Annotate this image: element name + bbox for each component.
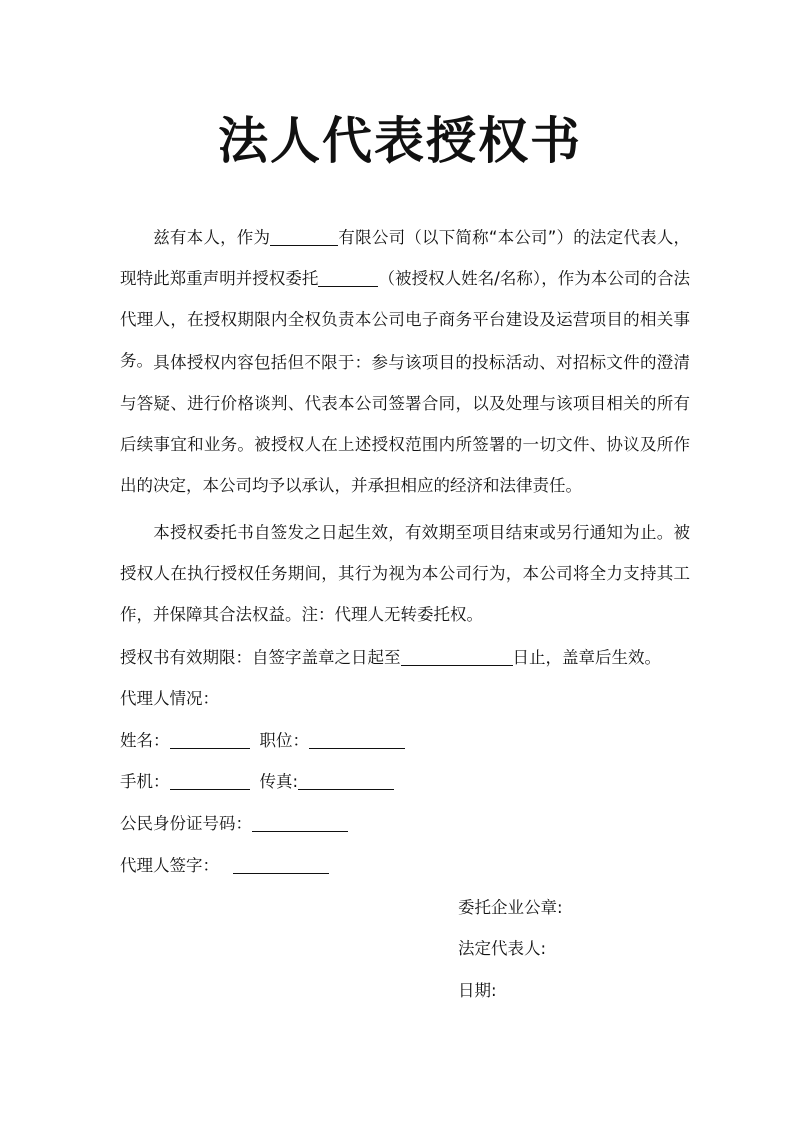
- name-position-row: [120, 729, 405, 753]
- position-label: 职位：: [259, 731, 309, 750]
- validity-prefix: 授权书有效期限：自签字盖章之日起至: [120, 648, 401, 667]
- id-number-blank[interactable]: [252, 815, 348, 832]
- id-number-row: [120, 812, 348, 836]
- paragraph-text: 具体授权内容包括但不限于：参与该项目的投标活动、对招标文件的澄清与答疑、进行价格谈判、代表本公司签署合同，以及处理与该项目相关的所有后续事宜和业务。被授权人在上述授权范围内所签署的一切文件、协议及所作出的决定，本公司均予以承认，并承担相应的经济和法律责任。: [120, 353, 690, 495]
- fax-label: 传真:: [259, 772, 299, 791]
- name-label: 姓名：: [120, 731, 170, 750]
- phone-label: 手机：: [120, 772, 170, 791]
- fax-blank[interactable]: [298, 773, 394, 790]
- signature-label: 代理人签字：: [120, 856, 219, 875]
- document-title: 法人代表授权书: [218, 112, 582, 170]
- phone-blank[interactable]: [170, 773, 250, 790]
- paragraph-text: 兹有本人，作为: [153, 228, 271, 247]
- position-blank[interactable]: [309, 732, 405, 749]
- validity-suffix: 日止，盖章后生效。: [512, 648, 661, 667]
- agent-signature-blank[interactable]: [233, 857, 329, 874]
- agent-info-heading: 代理人情况：: [120, 689, 219, 708]
- company-name-blank[interactable]: [270, 229, 338, 246]
- company-seal-label: 委托企业公章:: [458, 898, 563, 917]
- paragraph-validity-terms: [120, 512, 690, 635]
- id-label: 公民身份证号码：: [120, 814, 252, 833]
- paragraph-authorization-scope: [120, 342, 690, 506]
- validity-end-date-blank[interactable]: [401, 649, 513, 666]
- legal-representative-label: 法定代表人:: [458, 939, 547, 958]
- phone-fax-row: [120, 770, 394, 794]
- paragraph-text: 有限公司（以下简称“本公司”）的法定代表人，现特此郑重声明并授权委托: [120, 228, 691, 288]
- name-blank[interactable]: [170, 732, 250, 749]
- paragraph-text: （被授权人姓名/名称），作为本公司的合法代理人，在授权期限内全权负责本公司电子商务平台建设及运营项目的相关事务。: [120, 269, 691, 370]
- date-label: 日期:: [458, 981, 497, 1000]
- validity-line: [120, 646, 661, 670]
- paragraph-text: 本授权委托书自签发之日起生效，有效期至项目结束或另行通知为止。被授权人在执行授权任务期间，其行为视为本公司行为，本公司将全力支持其工作，并保障其合法权益。注：代理人无转委托权。: [120, 523, 690, 624]
- agent-signature-row: [120, 854, 329, 878]
- authorized-person-blank[interactable]: [318, 270, 378, 287]
